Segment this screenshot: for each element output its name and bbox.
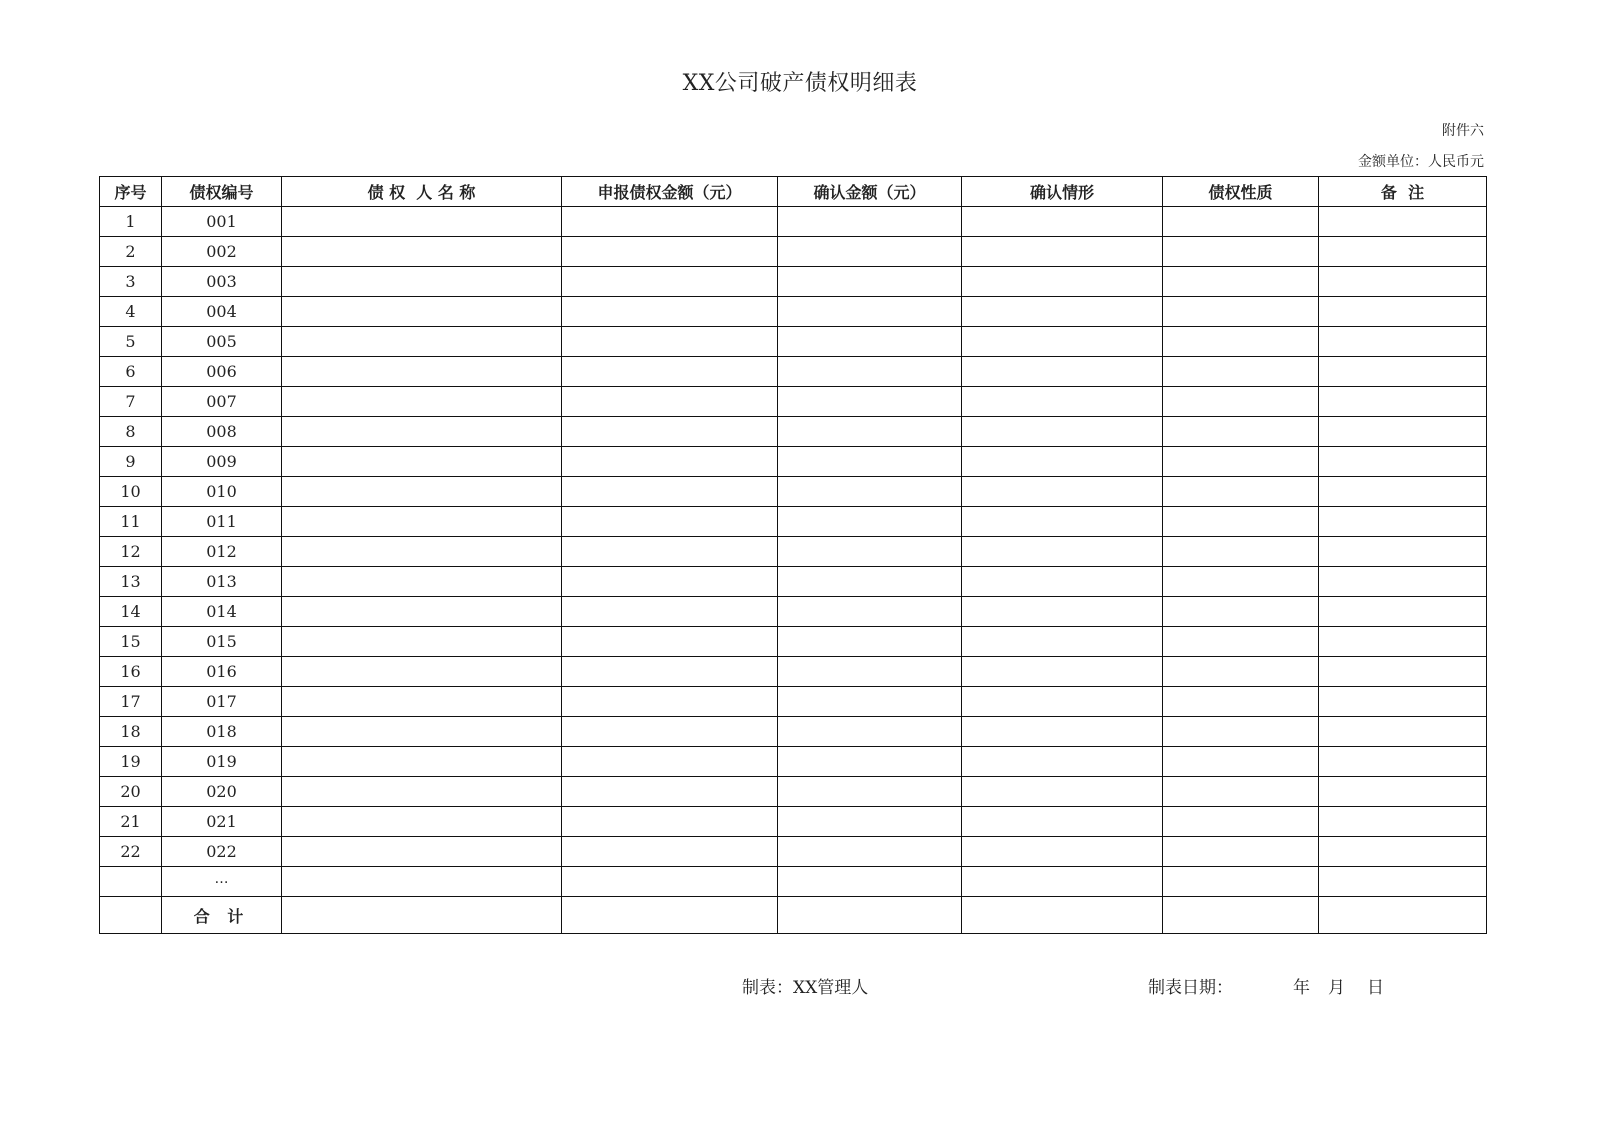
confirmation-status-cell [962, 567, 1163, 597]
seq-cell: 18 [100, 717, 162, 747]
creditor-name-cell [282, 687, 562, 717]
confirmation-status-cell [962, 807, 1163, 837]
confirmation-status-cell [962, 357, 1163, 387]
confirmed-amount-cell [778, 327, 962, 357]
claim-nature-cell [1163, 807, 1319, 837]
date-year: 年 [1293, 978, 1310, 998]
claim-nature-cell [1163, 417, 1319, 447]
seq-cell: 3 [100, 267, 162, 297]
table-row [100, 477, 1487, 507]
maker-value: XX管理人 [793, 978, 869, 998]
confirmed-amount-cell [778, 807, 962, 837]
remarks-cell [1319, 717, 1487, 747]
declared-amount-cell [562, 747, 778, 777]
seq-cell: 1 [100, 207, 162, 237]
header-seq: 序号 [100, 177, 162, 207]
table-row [100, 417, 1487, 447]
table-row [100, 357, 1487, 387]
confirmed-amount-cell [778, 867, 962, 897]
table-row [100, 777, 1487, 807]
footer-maker [742, 973, 868, 998]
claim-code-cell: 020 [162, 777, 282, 807]
creditor-name-cell [282, 597, 562, 627]
claim-nature-cell [1163, 597, 1319, 627]
declared-amount-cell [562, 897, 778, 934]
claim-nature-cell [1163, 657, 1319, 687]
claim-nature-cell [1163, 897, 1319, 934]
claim-nature-cell [1163, 717, 1319, 747]
table-row [100, 237, 1487, 267]
claim-nature-cell [1163, 537, 1319, 567]
remarks-cell [1319, 597, 1487, 627]
remarks-cell [1319, 537, 1487, 567]
claim-code-cell: 008 [162, 417, 282, 447]
declared-amount-cell [562, 867, 778, 897]
claim-nature-cell [1163, 837, 1319, 867]
claim-nature-cell [1163, 507, 1319, 537]
confirmed-amount-cell [778, 507, 962, 537]
header-claim-code: 债权编号 [162, 177, 282, 207]
confirmation-status-cell [962, 267, 1163, 297]
table-row [100, 447, 1487, 477]
seq-cell: 8 [100, 417, 162, 447]
declared-amount-cell [562, 777, 778, 807]
header-declared-amount: 申报债权金额（元） [562, 177, 778, 207]
creditor-name-cell [282, 267, 562, 297]
claim-code-cell: 012 [162, 537, 282, 567]
confirmed-amount-cell [778, 747, 962, 777]
remarks-cell [1319, 297, 1487, 327]
confirmed-amount-cell [778, 597, 962, 627]
confirmation-status-cell [962, 597, 1163, 627]
claim-nature-cell [1163, 327, 1319, 357]
seq-cell: 4 [100, 297, 162, 327]
header-confirmation-status: 确认情形 [962, 177, 1163, 207]
claim-nature-cell [1163, 207, 1319, 237]
confirmed-amount-cell [778, 447, 962, 477]
table-row [100, 327, 1487, 357]
seq-cell: 16 [100, 657, 162, 687]
confirmation-status-cell [962, 537, 1163, 567]
claim-code-cell: 007 [162, 387, 282, 417]
remarks-cell [1319, 627, 1487, 657]
remarks-cell [1319, 507, 1487, 537]
creditor-name-cell [282, 387, 562, 417]
header-remarks: 备 注 [1319, 177, 1487, 207]
remarks-cell [1319, 237, 1487, 267]
table-row [100, 267, 1487, 297]
remarks-cell [1319, 837, 1487, 867]
table-row [100, 837, 1487, 867]
confirmed-amount-cell [778, 387, 962, 417]
confirmed-amount-cell [778, 417, 962, 447]
seq-cell [100, 897, 162, 934]
creditor-name-cell [282, 867, 562, 897]
confirmation-status-cell [962, 627, 1163, 657]
confirmation-status-cell [962, 897, 1163, 934]
remarks-cell [1319, 207, 1487, 237]
creditor-name-cell [282, 357, 562, 387]
declared-amount-cell [562, 417, 778, 447]
declared-amount-cell [562, 327, 778, 357]
table-row [100, 747, 1487, 777]
claim-nature-cell [1163, 477, 1319, 507]
remarks-cell [1319, 747, 1487, 777]
seq-cell: 9 [100, 447, 162, 477]
confirmed-amount-cell [778, 267, 962, 297]
seq-cell: 2 [100, 237, 162, 267]
claim-nature-cell [1163, 387, 1319, 417]
confirmation-status-cell [962, 207, 1163, 237]
date-month: 月 [1328, 978, 1345, 998]
header-creditor-name: 债 权 人 名 称 [282, 177, 562, 207]
claim-code-cell: 002 [162, 237, 282, 267]
remarks-cell [1319, 777, 1487, 807]
confirmed-amount-cell [778, 777, 962, 807]
creditor-name-cell [282, 537, 562, 567]
seq-cell: 13 [100, 567, 162, 597]
maker-label: 制表： [742, 978, 793, 998]
confirmed-amount-cell [778, 837, 962, 867]
declared-amount-cell [562, 207, 778, 237]
remarks-cell [1319, 807, 1487, 837]
confirmation-status-cell [962, 447, 1163, 477]
total-label: 合 计 [193, 906, 250, 926]
confirmation-status-cell [962, 237, 1163, 267]
confirmed-amount-cell [778, 207, 962, 237]
creditor-name-cell [282, 747, 562, 777]
remarks-cell [1319, 387, 1487, 417]
remarks-cell [1319, 417, 1487, 447]
claim-nature-cell [1163, 867, 1319, 897]
confirmed-amount-cell [778, 237, 962, 267]
claim-code-cell: 019 [162, 747, 282, 777]
claim-nature-cell [1163, 357, 1319, 387]
claim-nature-cell [1163, 297, 1319, 327]
table-row [100, 567, 1487, 597]
confirmation-status-cell [962, 777, 1163, 807]
seq-cell [100, 867, 162, 897]
confirmation-status-cell [962, 747, 1163, 777]
declared-amount-cell [562, 357, 778, 387]
seq-cell: 20 [100, 777, 162, 807]
table-row [100, 297, 1487, 327]
creditor-name-cell [282, 567, 562, 597]
table-row [100, 537, 1487, 567]
total-label-cell [162, 897, 282, 934]
table-header-row [100, 177, 1487, 207]
table-row [100, 657, 1487, 687]
creditor-name-cell [282, 807, 562, 837]
table-row [100, 807, 1487, 837]
confirmed-amount-cell [778, 627, 962, 657]
declared-amount-cell [562, 477, 778, 507]
declared-amount-cell [562, 657, 778, 687]
confirmation-status-cell [962, 687, 1163, 717]
confirmed-amount-cell [778, 297, 962, 327]
claim-code-cell: 018 [162, 717, 282, 747]
creditor-name-cell [282, 207, 562, 237]
seq-cell: 6 [100, 357, 162, 387]
date-day: 日 [1367, 978, 1384, 998]
creditor-name-cell [282, 237, 562, 267]
declared-amount-cell [562, 267, 778, 297]
remarks-cell [1319, 687, 1487, 717]
declared-amount-cell [562, 537, 778, 567]
seq-cell: 19 [100, 747, 162, 777]
confirmed-amount-cell [778, 657, 962, 687]
declared-amount-cell [562, 567, 778, 597]
confirmation-status-cell [962, 717, 1163, 747]
declared-amount-cell [562, 447, 778, 477]
claim-code-cell: 003 [162, 267, 282, 297]
table-row [100, 597, 1487, 627]
table-row [100, 717, 1487, 747]
seq-cell: 10 [100, 477, 162, 507]
confirmed-amount-cell [778, 357, 962, 387]
seq-cell: 17 [100, 687, 162, 717]
seq-cell: 11 [100, 507, 162, 537]
claim-code-cell: 004 [162, 297, 282, 327]
claim-nature-cell [1163, 777, 1319, 807]
claim-code-cell: 013 [162, 567, 282, 597]
seq-cell: 5 [100, 327, 162, 357]
remarks-cell [1319, 567, 1487, 597]
table-row [100, 207, 1487, 237]
remarks-cell [1319, 897, 1487, 934]
seq-cell: 14 [100, 597, 162, 627]
declared-amount-cell [562, 237, 778, 267]
table-row [100, 387, 1487, 417]
declared-amount-cell [562, 807, 778, 837]
seq-cell: 15 [100, 627, 162, 657]
claim-code-cell: 021 [162, 807, 282, 837]
claim-code-cell: 017 [162, 687, 282, 717]
creditor-name-cell [282, 507, 562, 537]
confirmation-status-cell [962, 507, 1163, 537]
table-row [100, 687, 1487, 717]
claim-code-cell: 005 [162, 327, 282, 357]
confirmation-status-cell [962, 477, 1163, 507]
remarks-cell [1319, 477, 1487, 507]
creditor-name-cell [282, 717, 562, 747]
ellipsis-mark: … [214, 871, 229, 887]
footer-date [1148, 973, 1384, 998]
creditor-name-cell [282, 897, 562, 934]
document-title: XX公司破产债权明细表 [682, 71, 918, 96]
creditor-name-cell [282, 777, 562, 807]
claim-code-cell: 009 [162, 447, 282, 477]
confirmation-status-cell [962, 837, 1163, 867]
declared-amount-cell [562, 597, 778, 627]
claim-nature-cell [1163, 687, 1319, 717]
total-row [100, 897, 1487, 934]
confirmation-status-cell [962, 387, 1163, 417]
creditor-name-cell [282, 297, 562, 327]
remarks-cell [1319, 327, 1487, 357]
confirmed-amount-cell [778, 537, 962, 567]
claim-code-cell: 022 [162, 837, 282, 867]
claim-nature-cell [1163, 567, 1319, 597]
header-confirmed-amount: 确认金额（元） [778, 177, 962, 207]
creditor-name-cell [282, 447, 562, 477]
declared-amount-cell [562, 627, 778, 657]
claim-code-cell: 006 [162, 357, 282, 387]
table-row [100, 627, 1487, 657]
confirmation-status-cell [962, 297, 1163, 327]
claim-code-cell: 015 [162, 627, 282, 657]
creditor-name-cell [282, 417, 562, 447]
remarks-cell [1319, 657, 1487, 687]
seq-cell: 12 [100, 537, 162, 567]
confirmed-amount-cell [778, 687, 962, 717]
confirmed-amount-cell [778, 717, 962, 747]
creditor-name-cell [282, 327, 562, 357]
remarks-cell [1319, 267, 1487, 297]
creditor-name-cell [282, 837, 562, 867]
amount-unit-label: 金额单位：人民币元 [1358, 154, 1484, 170]
seq-cell: 7 [100, 387, 162, 417]
declared-amount-cell [562, 837, 778, 867]
declared-amount-cell [562, 387, 778, 417]
declared-amount-cell [562, 717, 778, 747]
confirmation-status-cell [962, 327, 1163, 357]
claim-nature-cell [1163, 747, 1319, 777]
declared-amount-cell [562, 507, 778, 537]
confirmation-status-cell [962, 867, 1163, 897]
claim-code-cell: 001 [162, 207, 282, 237]
claim-code-cell: 010 [162, 477, 282, 507]
table-body [100, 207, 1487, 934]
date-label: 制表日期： [1148, 978, 1233, 998]
ellipsis-row [100, 867, 1487, 897]
seq-cell: 21 [100, 807, 162, 837]
table-row [100, 507, 1487, 537]
claim-code-cell: 011 [162, 507, 282, 537]
claim-nature-cell [1163, 447, 1319, 477]
claim-code-cell: 016 [162, 657, 282, 687]
claims-table [99, 176, 1487, 934]
confirmed-amount-cell [778, 897, 962, 934]
creditor-name-cell [282, 477, 562, 507]
claim-nature-cell [1163, 267, 1319, 297]
confirmed-amount-cell [778, 477, 962, 507]
remarks-cell [1319, 447, 1487, 477]
claim-nature-cell [1163, 627, 1319, 657]
claim-code-cell: 014 [162, 597, 282, 627]
remarks-cell [1319, 867, 1487, 897]
creditor-name-cell [282, 657, 562, 687]
header-claim-nature: 债权性质 [1163, 177, 1319, 207]
remarks-cell [1319, 357, 1487, 387]
annex-label: 附件六 [1442, 123, 1484, 139]
declared-amount-cell [562, 687, 778, 717]
confirmation-status-cell [962, 417, 1163, 447]
confirmation-status-cell [962, 657, 1163, 687]
claim-nature-cell [1163, 237, 1319, 267]
confirmed-amount-cell [778, 567, 962, 597]
seq-cell: 22 [100, 837, 162, 867]
declared-amount-cell [562, 297, 778, 327]
creditor-name-cell [282, 627, 562, 657]
claim-code-cell [162, 867, 282, 897]
